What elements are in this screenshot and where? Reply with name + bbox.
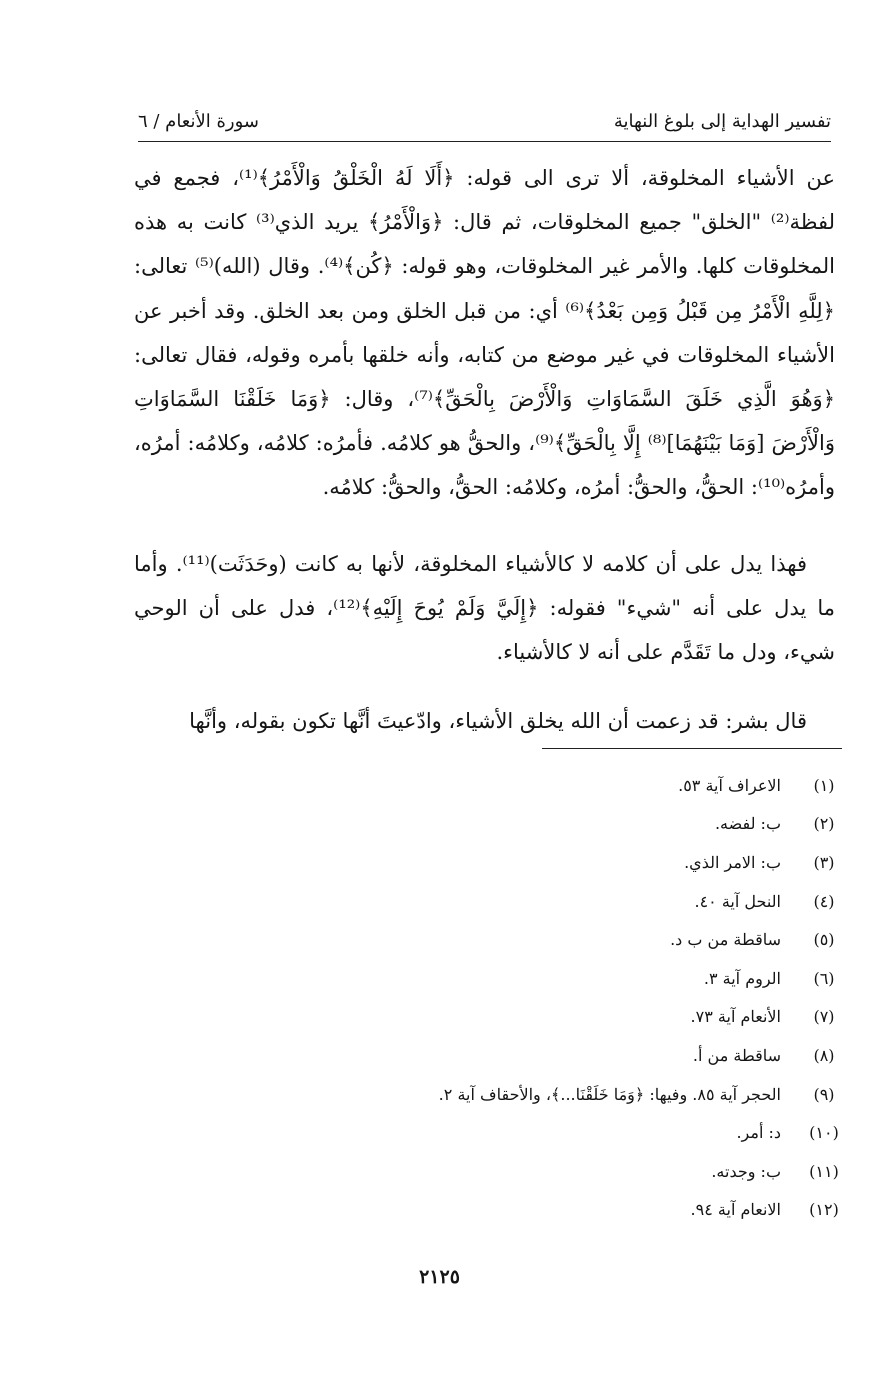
paragraph-1: عن الأشياء المخلوقة، ألا ترى الى قوله: ﴿أَلَا لَهُ الْخَلْقُ وَالْأَمْرُ﴾⁽¹⁾، فجمع في لفظة⁽²⁾ "الخلق" جميع المخلوقات، ثم قال: ﴿وَالْأَمْرُ﴾ يريد الذي⁽³⁾ كانت به هذه المخلوقات كلها. والأمر غير المخلوقات، وهو قوله: ﴿كُن﴾⁽⁴⁾. وقال (الله)⁽⁵⁾ تعالى: ﴿لِلَّهِ الْأَمْرُ مِن قَبْلُ وَمِن بَعْدُ﴾⁽⁶⁾ أي: من قبل الخلق ومن بعد الخلق. وقد أخبر عن الأشياء المخلوقات في غير موضع من كتابه، وأنه خلقها بأمره وقوله، فقال تعالى: ﴿وَهُوَ الَّذِي خَلَقَ السَّمَاوَاتِ وَالْأَرْضَ بِالْحَقِّ﴾⁽⁷⁾، وقال: ﴿وَمَا خَلَقْنَا السَّمَاوَاتِ وَالْأَرْضَ [وَمَا بَيْنَهُمَا]⁽⁸⁾ إِلَّا بِالْحَقِّ﴾⁽⁹⁾، والحقُّ هو كلامُه. فأمرُه: كلامُه، وكلامُه: أمرُه، وأمرُه⁽¹⁰⁾: الحقُّ، والحقُّ: أمرُه، وكلامُه: الحقُّ، والحقُّ: كلامُه. <box>134 166 835 500</box>
footnote <box>287 843 847 882</box>
footnote <box>287 882 847 921</box>
footnote <box>287 1036 847 1075</box>
footnote-text: ب: الامر الذي. <box>684 852 781 872</box>
surah-label: سورة الأنعام / ٦ <box>138 111 259 132</box>
footnote-text: ساقطة من ب د. <box>670 930 781 950</box>
footnote-number: (٩) <box>813 1084 835 1104</box>
footnote-number: (٧) <box>813 1007 835 1027</box>
footnote-number: (٥) <box>813 930 835 950</box>
footnote <box>287 998 847 1037</box>
footnote-number: (١٠) <box>809 1123 839 1143</box>
footnote-text: الروم آية ٣. <box>703 968 781 988</box>
footnote-text: الاعراف آية ٥٣. <box>678 775 781 795</box>
footnote-number: (٣) <box>813 852 835 872</box>
footnote-number: (٢) <box>813 814 835 834</box>
footnote <box>287 1113 847 1152</box>
footnotes-list <box>287 766 847 1229</box>
footnotes-rule <box>542 748 842 749</box>
footnote-number: (٨) <box>813 1045 835 1065</box>
footnote-number: (١١) <box>809 1161 839 1181</box>
footnote-text: الحجر آية ٨٥. وفيها: ﴿وَمَا خَلَقْنَا...﴾، والأحقاف آية ٢. <box>438 1084 781 1104</box>
footnote <box>287 959 847 998</box>
footnote-text: النحل آية ٤٠. <box>694 891 781 911</box>
footnote <box>287 805 847 844</box>
footnote-text: ب: لفضه. <box>714 814 781 834</box>
header-rule <box>138 141 831 142</box>
footnote-text: الأنعام آية ٧٣. <box>690 1007 781 1027</box>
footnote <box>287 1152 847 1191</box>
main-text <box>134 156 835 743</box>
footnote-text: ساقطة من أ. <box>692 1045 781 1065</box>
footnote <box>287 920 847 959</box>
paragraph-3: قال بشر: قد زعمت أن الله يخلق الأشياء، وادّعيتَ أنَّها تكون بقوله، وأنَّها <box>189 709 807 733</box>
footnote <box>287 766 847 805</box>
footnote <box>287 1075 847 1114</box>
footnote-number: (٤) <box>813 891 835 911</box>
footnote <box>287 1191 847 1230</box>
page-number: ٢١٢٥ <box>419 1266 460 1288</box>
footnote-number: (٦) <box>813 968 835 988</box>
footnote-text: الانعام آية ٩٤. <box>690 1200 781 1220</box>
footnote-number: (١) <box>813 775 835 795</box>
footnote-text: ب: وجدته. <box>711 1161 781 1181</box>
paragraph-2: فهذا يدل على أن كلامه لا كالأشياء المخلوقة، لأنها به كانت (وحَدَثَت)⁽¹¹⁾. وأما ما يدل على أنه "شيء" فقوله: ﴿إِلَيَّ وَلَمْ يُوحَ إِلَيْهِ﴾⁽¹²⁾، فدل على أن الوحي شيء، ودل ما تَقَدَّم على أنه لا كالأشياء. <box>134 552 835 665</box>
book-title: تفسير الهداية إلى بلوغ النهاية <box>613 111 831 132</box>
footnote-number: (١٢) <box>809 1200 839 1220</box>
footnote-text: د: أمر. <box>736 1123 781 1143</box>
running-header <box>138 98 831 132</box>
